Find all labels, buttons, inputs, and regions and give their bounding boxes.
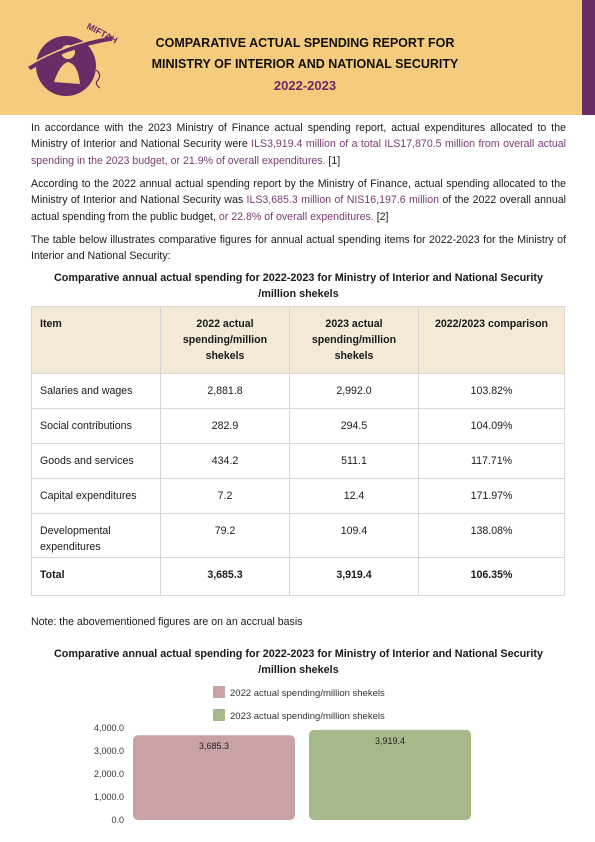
y-tick-label: 0.0 [111,815,124,825]
cell-2023: 3,919.4 [290,558,419,596]
paragraph-2023-summary: In accordance with the 2023 Ministry of Finance actual spending report, actual expenditures allocated to the Ministry of Interior and National Security were ILS3,919.4 million of a total ILS17,870.5 million from overall actual spending in the 2023 budget, or 21.9% of overall expenditures. [1] [31,122,566,167]
table-row [32,514,565,558]
table-row [32,444,565,479]
cell-comparison: 104.09% [419,409,565,444]
bar-data-label: 3,919.4 [374,735,406,746]
report-years: 2022-2023 [273,78,337,93]
chart-title: Comparative annual actual spending for 2022-2023 for Ministry of Interior and National Security /million shekels [54,648,543,676]
table-note: Note: the abovementioned figures are on an accrual basis [31,616,303,628]
cell-comparison: 138.08% [419,514,565,558]
spending-table [31,306,565,596]
cell-2023: 2,992.0 [290,374,419,409]
cell-2022: 434.2 [161,444,290,479]
spending-bar-chart [60,720,480,830]
header-item: Item [32,307,161,374]
paragraph-2022-summary: According to the 2022 annual actual spending report by the Ministry of Finance, actual spending allocated to the Ministry of Interior and National Security was ILS3,685.3 million of NIS16,197.6 million of the 2022 overall annual actual spending from the public budget, or 22.8% of overall expenditures. [2] [31,178,566,223]
header-2022: 2022 actual spending/million shekels [161,307,290,374]
cell-2022: 79.2 [161,514,290,558]
paragraph-table-intro: The table below illustrates comparative figures for annual actual spending items for 2022-2023 for the Ministry of Interior and National Security: [31,234,566,263]
cell-item: Developmental expenditures [32,514,161,558]
legend-item-2022: 2022 actual spending/million shekels [213,686,385,699]
y-tick-label: 1,000.0 [93,792,124,802]
cell-2023: 294.5 [290,409,419,444]
cell-2023: 109.4 [290,514,419,558]
table-row [32,374,565,409]
header-comparison: 2022/2023 comparison [419,307,565,374]
cell-2022: 3,685.3 [161,558,290,596]
table-row [32,409,565,444]
y-tick-label: 3,000.0 [93,746,124,756]
cell-2022: 282.9 [161,409,290,444]
cell-comparison: 117.71% [419,444,565,479]
table-header-row [32,307,565,374]
bar-data-label: 3,685.3 [198,741,230,752]
legend-item-2023: 2023 actual spending/million shekels [213,709,385,722]
cell-item: Goods and services [32,444,161,479]
report-title-line2: MINISTRY OF INTERIOR AND NATIONAL SECURITY [151,57,459,71]
cell-item: Social contributions [32,409,161,444]
side-accent-strip [582,0,595,115]
report-title-line1: COMPARATIVE ACTUAL SPENDING REPORT FOR [155,36,455,50]
cell-2022: 7.2 [161,479,290,514]
y-tick-label: 4,000.0 [93,723,124,733]
logo-text: MIFTAH [85,20,120,46]
cell-comparison: 106.35% [419,558,565,596]
header-band [0,0,582,115]
miftah-logo [24,10,124,110]
y-tick-label: 2,000.0 [93,769,124,779]
cell-comparison: 103.82% [419,374,565,409]
header-2023: 2023 actual spending/million shekels [290,307,419,374]
cell-2022: 2,881.8 [161,374,290,409]
cell-2023: 12.4 [290,479,419,514]
table-title: Comparative annual actual spending for 2022-2023 for Ministry of Interior and National Security /million shekels [54,272,543,300]
table-total-row [32,558,565,596]
table-row [32,479,565,514]
cell-item: Salaries and wages [32,374,161,409]
legend-swatch-2022 [213,686,225,698]
cell-comparison: 171.97% [419,479,565,514]
cell-2023: 511.1 [290,444,419,479]
cell-item: Total [32,558,161,596]
cell-item: Capital expenditures [32,479,161,514]
